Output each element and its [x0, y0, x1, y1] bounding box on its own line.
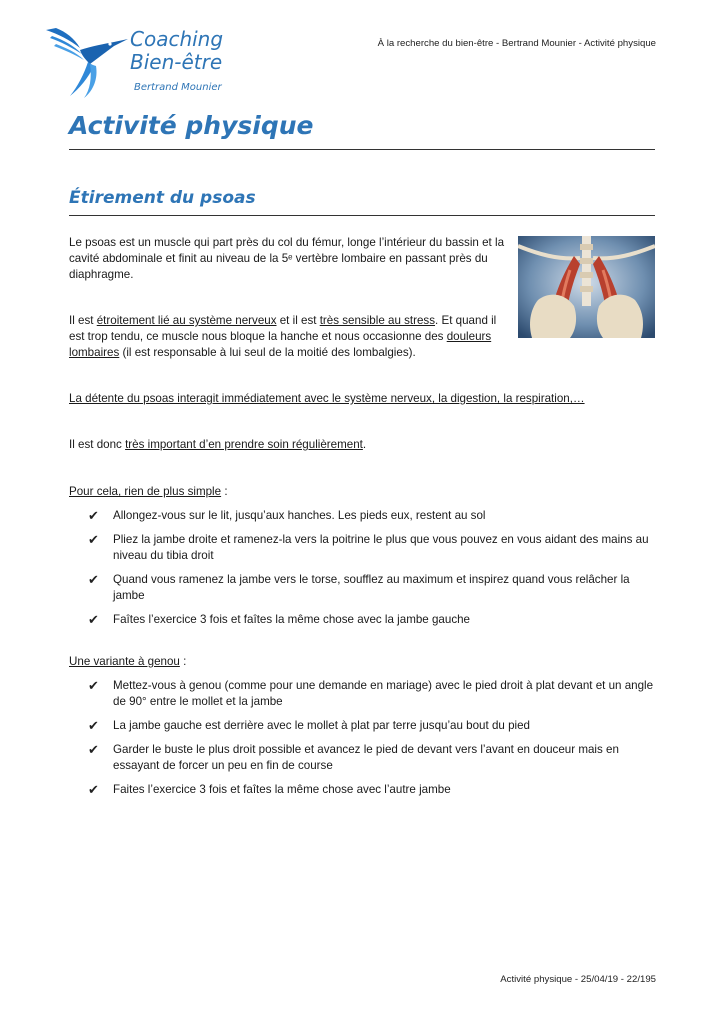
kneeling-variant-list: [88, 678, 656, 806]
exercise-steps-list: [88, 508, 656, 636]
checkmark-icon: ✔: [88, 678, 99, 693]
hummingbird-icon: [44, 26, 130, 100]
list-item: [88, 718, 656, 734]
logo-line-2: Bien-être: [130, 50, 223, 74]
checkmark-icon: ✔: [88, 508, 99, 523]
intro-paragraph-3: La détente du psoas interagit immédiatement avec le système nerveux, la digestion, la respiration,…: [69, 392, 585, 405]
list-item: [88, 508, 656, 524]
running-header: À la recherche du bien-être - Bertrand Mounier - Activité physique: [377, 38, 656, 49]
list2-heading-suffix: :: [179, 655, 187, 668]
logo-author: Bertrand Mounier: [134, 82, 222, 93]
psoas-anatomy-image: [518, 236, 655, 338]
page-title: Activité physique: [69, 111, 314, 140]
logo: [44, 26, 244, 102]
p2-emphasis-stress: très sensible au stress: [319, 314, 436, 327]
title-divider: [69, 149, 655, 150]
section-divider: [69, 215, 655, 216]
logo-line-1: Coaching: [130, 27, 224, 51]
list-item: [88, 678, 656, 710]
checkmark-icon: ✔: [88, 718, 99, 733]
list-item: [88, 782, 656, 798]
page-footer: Activité physique - 25/04/19 - 22/195: [500, 974, 656, 985]
list-item-text: Garder le buste le plus droit possible et avancez le pied de devant vers l’avant en douceur mais en essayant de forcer un peu en fin de course: [113, 743, 619, 772]
p2-text-c: et il est: [276, 314, 320, 327]
list-item-text: La jambe gauche est derrière avec le mollet à plat par terre jusqu’au bout du pied: [113, 719, 530, 732]
list-item-text: Faites l’exercice 3 fois et faîtes la même chose avec l’autre jambe: [113, 783, 451, 796]
intro-paragraph-1: Le psoas est un muscle qui part près du col du fémur, longe l’intérieur du bassin et la cavité abdominale et finit au niveau de la 5ᵉ vertèbre lombaire en passant près du diaphragme.: [69, 236, 505, 281]
p4-text-c: .: [362, 438, 367, 451]
p2-text-a: Il est: [69, 314, 97, 327]
p4-emphasis: très important d’en prendre soin régulièrement: [125, 438, 363, 451]
list1-heading-suffix: :: [221, 485, 228, 498]
p2-emphasis-back-pain: douleurs lombaires: [69, 330, 492, 359]
list-item: [88, 612, 656, 628]
p2-emphasis-nervous-system: étroitement lié au système nerveux: [96, 314, 277, 327]
list-item: [88, 572, 656, 604]
list-item-text: Quand vous ramenez la jambe vers le torse, soufflez au maximum et inspirez quand vous relâcher la jambe: [113, 573, 630, 602]
list2-heading-label: Une variante à genou: [69, 655, 180, 668]
intro-paragraph-4: [69, 437, 655, 453]
list-item-text: Mettez-vous à genou (comme pour une demande en mariage) avec le pied droit à plat devant et un angle de 90° entre le mollet et la jambe: [113, 679, 654, 708]
logo-wordmark: [130, 28, 223, 74]
p2-text-e: . Et quand il est trop tendu, ce muscle nous bloque la hanche et nous occasionne des: [69, 314, 497, 343]
intro-paragraph-2: [69, 313, 512, 361]
list-item: [88, 742, 656, 774]
list-item-text: Faîtes l’exercice 3 fois et faîtes la même chose avec la jambe gauche: [113, 613, 471, 626]
list1-heading: [69, 484, 228, 500]
list1-heading-label: Pour cela, rien de plus simple: [69, 485, 222, 498]
list-item: [88, 532, 656, 564]
section-title: Étirement du psoas: [69, 188, 256, 208]
list2-heading: [69, 654, 186, 670]
p4-text-a: Il est donc: [69, 438, 126, 451]
checkmark-icon: ✔: [88, 742, 99, 757]
list-item-text: Pliez la jambe droite et ramenez-la vers la poitrine le plus que vous pouvez en vous aidant des mains au niveau du tibia droit: [113, 533, 649, 562]
checkmark-icon: ✔: [88, 612, 99, 627]
p2-text-g: (il est responsable à lui seul de la moitié des lombalgies).: [119, 346, 416, 359]
checkmark-icon: ✔: [88, 532, 99, 547]
list-item-text: Allongez-vous sur le lit, jusqu’aux hanches. Les pieds eux, restent au sol: [113, 509, 486, 522]
checkmark-icon: ✔: [88, 782, 99, 797]
checkmark-icon: ✔: [88, 572, 99, 587]
